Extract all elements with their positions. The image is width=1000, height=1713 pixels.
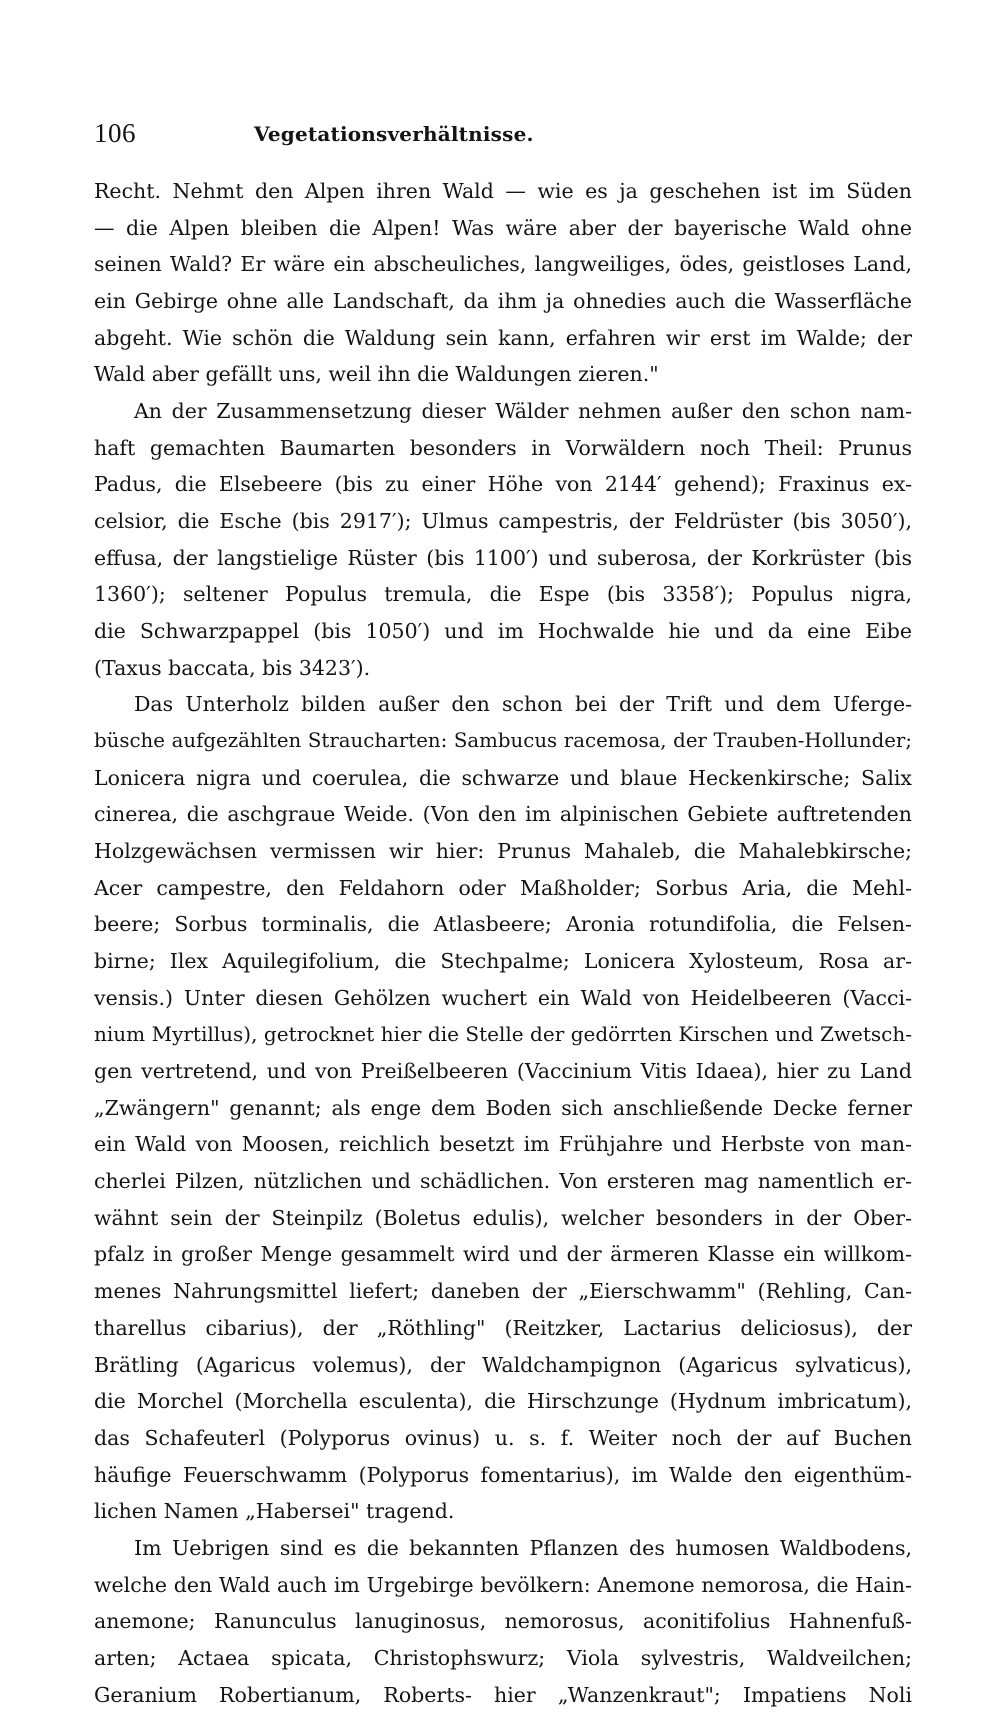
text-line: tharellus cibarius), der „Röthling" (Reitzker, Lactarius deliciosus), der [94, 1315, 912, 1340]
text-line: (Taxus baccata, bis 3423′). [94, 655, 371, 680]
text-line: nium Myrtillus), getrocknet hier die Stelle der gedörrten Kirschen und Zwetsch- [94, 1022, 912, 1047]
text-line: — die Alpen bleiben die Alpen! Was wäre aber der bayerische Wald ohne [94, 215, 912, 240]
text-line: menes Nahrungsmittel liefert; daneben der „Eierschwamm" (Rehling, Can- [94, 1279, 912, 1304]
text-line: häufige Feuerschwamm (Polyporus fomentarius), im Walde den eigenthüm- [94, 1462, 912, 1487]
text-line: haft gemachten Baumarten besonders in Vorwäldern noch Theil: Prunus [94, 435, 912, 460]
text-line: gen vertretend, und von Preißelbeeren (Vaccinium Vitis Idaea), hier zu Land [94, 1059, 912, 1084]
body-text [94, 173, 912, 1713]
text-line: birne; Ilex Aquilegifolium, die Stechpalme; Lonicera Xylosteum, Rosa ar- [94, 949, 912, 974]
text-line: büsche aufgezählten Straucharten: Sambucus racemosa, der Trauben-Hollunder; [94, 729, 912, 753]
text-line: die Morchel (Morchella esculenta), die Hirschzunge (Hydnum imbricatum), [94, 1389, 912, 1414]
text-line: vensis.) Unter diesen Gehölzen wuchert ein Wald von Heidelbeeren (Vacci- [94, 985, 912, 1010]
text-line: effusa, der langstielige Rüster (bis 1100′) und suberosa, der Korkrüster (bis [94, 545, 912, 570]
text-line: das Schafeuterl (Polyporus ovinus) u. s. f. Weiter noch der auf Buchen [94, 1425, 912, 1450]
text-line: Recht. Nehmt den Alpen ihren Wald — wie es ja geschehen ist im Süden [94, 179, 912, 203]
text-line: Holzgewächsen vermissen wir hier: Prunus Mahaleb, die Mahalebkirsche; [94, 839, 912, 864]
text-line: anemone; Ranunculus lanuginosus, nemorosus, aconitifolius Hahnenfuß- [94, 1609, 912, 1634]
text-line: welche den Wald auch im Urgebirge bevölkern: Anemone nemorosa, die Hain- [94, 1572, 912, 1597]
text-line: ein Wald von Moosen, reichlich besetzt im Frühjahre und Herbste von man- [94, 1132, 912, 1157]
text-line: Das Unterholz bilden außer den schon bei der Trift und dem Uferge- [134, 692, 912, 717]
text-line: Brätling (Agaricus volemus), der Waldchampignon (Agaricus sylvaticus), [94, 1352, 912, 1377]
text-line: lichen Namen „Habersei" tragend. [94, 1499, 455, 1524]
text-line: wähnt sein der Steinpilz (Boletus edulis), welcher besonders in der Ober- [94, 1205, 912, 1230]
text-line: ein Gebirge ohne alle Landschaft, da ihm ja ohnedies auch die Wasserfläche [94, 289, 912, 314]
text-line: Padus, die Elsebeere (bis zu einer Höhe von 2144′ gehend); Fraxinus ex- [94, 472, 912, 497]
running-head: Vegetationsverhältnisse. [254, 122, 534, 146]
text-line: cinerea, die aschgraue Weide. (Von den im alpinischen Gebiete auftretenden [94, 802, 912, 827]
text-line: seinen Wald? Er wäre ein abscheuliches, langweiliges, ödes, geistloses Land, [94, 252, 912, 277]
text-line: die Schwarzpappel (bis 1050′) und im Hochwalde hie und da eine Eibe [94, 619, 912, 644]
text-line: Im Uebrigen sind es die bekannten Pflanzen des humosen Waldbodens, [134, 1535, 912, 1560]
text-line: beere; Sorbus torminalis, die Atlasbeere; Aronia rotundifolia, die Felsen- [94, 912, 912, 937]
text-line: celsior, die Esche (bis 2917′); Ulmus campestris, der Feldrüster (bis 3050′), [94, 509, 912, 534]
text-line: abgeht. Wie schön die Waldung sein kann, erfahren wir erst im Walde; der [94, 325, 912, 350]
text-line: Lonicera nigra und coerulea, die schwarze und blaue Heckenkirsche; Salix [94, 765, 912, 790]
text-line: „Zwängern" genannt; als enge dem Boden sich anschließende Decke ferner [94, 1095, 912, 1120]
text-line: An der Zusammensetzung dieser Wälder nehmen außer den schon nam- [134, 399, 912, 424]
page-number: 106 [94, 118, 136, 148]
text-line: 1360′); seltener Populus tremula, die Espe (bis 3358′); Populus nigra, [94, 582, 912, 607]
page-header [94, 118, 912, 154]
text-line: pfalz in großer Menge gesammelt wird und der ärmeren Klasse ein willkom- [94, 1242, 912, 1267]
text-line: arten; Actaea spicata, Christophswurz; Viola sylvestris, Waldveilchen; [94, 1645, 912, 1670]
text-line: Wald aber gefällt uns, weil ihn die Waldungen zieren." [94, 362, 659, 387]
text-line: Geranium Robertianum, Roberts- hier „Wanzenkraut"; Impatiens Noli [94, 1682, 912, 1707]
text-line: Acer campestre, den Feldahorn oder Maßholder; Sorbus Aria, die Mehl- [94, 875, 912, 900]
text-line: cherlei Pilzen, nützlichen und schädlichen. Von ersteren mag namentlich er- [94, 1169, 912, 1194]
